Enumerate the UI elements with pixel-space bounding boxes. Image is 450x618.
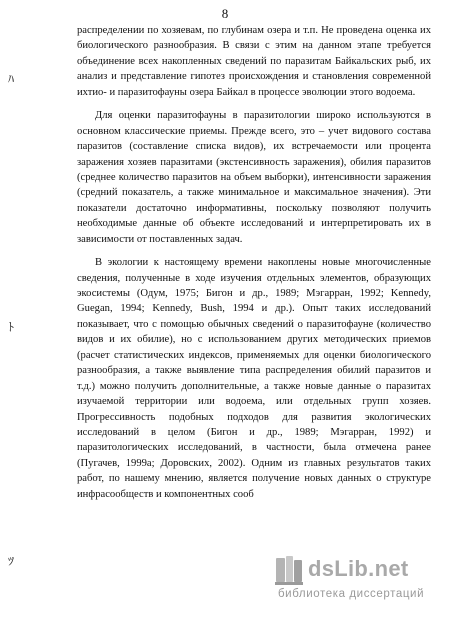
- text-line: биологического разнообразия. В связи с этим на данном этапе требуется: [77, 40, 431, 52]
- text-line: ихтио- и паразитофауны озера Байкал в процессе эволюции этого водоема.: [77, 86, 416, 98]
- text-line: В экологии к настоящему времени накоплены новые многочисленные: [95, 257, 431, 269]
- watermark-subtitle: библиотека диссертаций: [278, 588, 425, 600]
- text-line: сведения, полученные в ходе изучения отдельных элементов, образующих: [77, 272, 431, 284]
- watermark: [274, 554, 442, 604]
- text-line: паразитов (составление списка видов), их встречаемости или процента: [77, 141, 431, 153]
- text-line: Guegan, 1994; Kennedy, Bush, 1994 и др.). Опыт таких исследований: [77, 303, 431, 315]
- text-line: изучаемой территории или водоема, или отдельных групп хозяев.: [77, 396, 431, 408]
- text-line: исследований в целом (Бигон и др., 1989; Мэгарран, 1992) и: [77, 426, 431, 438]
- margin-mark: ﾊ: [8, 72, 15, 86]
- margin-mark: ﾄ: [8, 320, 15, 334]
- page-number: 8: [221, 6, 229, 21]
- text-line: распределении по хозяевам, по глубинам озера и т.п. Не проведена оценка их: [77, 25, 431, 36]
- text-line: показывает, что с помощью обычных сведений о паразитофауне (количество: [77, 318, 431, 330]
- text-line: т.д.) можно получить дополнительные, а также новые данные о паразитах: [77, 380, 431, 392]
- text-line: (Пугачев, 1999а; Доровских, 2002). Одним из главных результатов таких: [77, 457, 431, 469]
- text-line: (средний показатель, а также минимальное и максимальное значения). Эти: [77, 187, 431, 199]
- text-line: экосистемы (Одум, 1975; Бигон и др., 1989; Мэгарран, 1992; Kennedy,: [77, 288, 431, 299]
- book-stack-icon: [274, 554, 304, 588]
- text-line: (среднее количество паразитов на объем выборки), интенсивности заражения: [77, 171, 431, 183]
- text-line: показатели достаточно информативны, поскольку позволяют получить: [77, 202, 431, 214]
- text-line: необходимые данные об объекте исследований и интерпретировать их в: [77, 218, 431, 230]
- text-line: Прогрессивность подобных подходов для развития экологических: [77, 411, 431, 423]
- text-line: (расчет статистических индексов, применяемых для оценки биологического: [77, 349, 431, 361]
- margin-mark: ﾂ: [8, 554, 15, 568]
- body-text: [77, 23, 431, 502]
- text-line: паразитологических исследований, в частности, была отмечена ранее: [77, 442, 431, 454]
- text-line: анализ и представление гипотез происхождения и становления современной: [77, 71, 431, 83]
- text-line: разнообразия, а также выявление типа распределения обилий паразитов и: [77, 365, 431, 377]
- watermark-title: dsLib.net: [308, 556, 409, 581]
- text-line: Для оценки паразитофауны в паразитологии широко используются в: [95, 110, 431, 122]
- text-line: зависимости от поставленных задач.: [77, 233, 243, 245]
- text-line: работ, по нашему мнению, является получение новых данных о структуре: [77, 473, 431, 485]
- text-line: основном классические приемы. Прежде всего, это – учет видового состава: [77, 125, 431, 137]
- text-line: заражения хозяев паразитами (экстенсивность заражения), обилия паразитов: [77, 156, 431, 168]
- text-line: объединение всех накопленных сведений по паразитам Байкальских рыб, их: [77, 55, 431, 67]
- text-line: видов и их обилие), но с использованием других методических приемов: [77, 334, 431, 346]
- text-line: инфрасообществ и компонентных сооб: [77, 488, 254, 500]
